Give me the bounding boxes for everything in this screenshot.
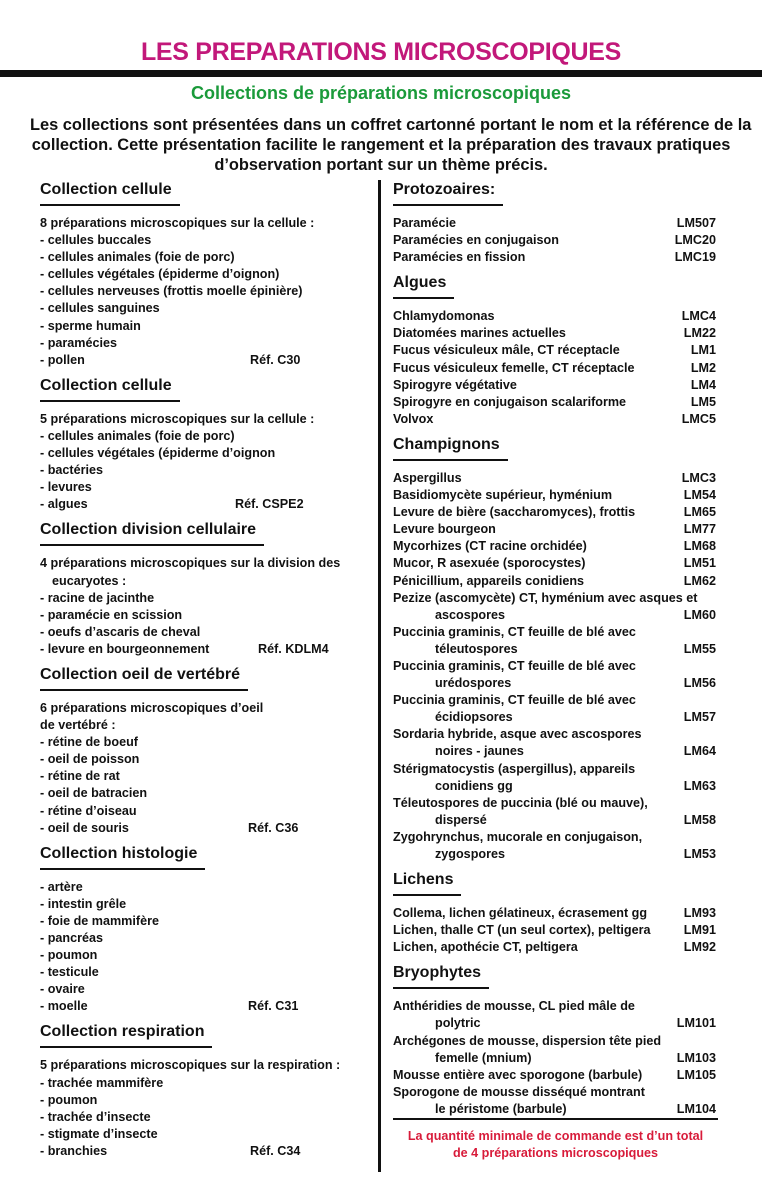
section-algues [393,274,728,428]
item-code: LM65 [683,505,716,520]
item-name: Stérigmatocystis (aspergillus), appareils [393,761,636,776]
item-name-cont: conidiens gg [435,778,513,793]
list-item: - rétine d’oiseau [40,803,137,818]
list-item [393,1084,728,1118]
list-item [393,325,728,342]
section-heading: Collection cellule [40,181,180,206]
item-name: Téleutospores de puccinia (blé ou mauve), [393,795,648,810]
item-name-cont: le péristome (barbule) [435,1101,567,1116]
item-code: LM63 [683,778,716,793]
list-item [393,922,728,939]
list-item: - cellules animales (foie de porc) [40,428,235,443]
item-code: LM55 [683,641,716,656]
list-item: - poumon [40,1092,98,1107]
collection-c30 [40,181,370,369]
item-name-cont: téleutospores [435,641,518,656]
item-name: Aspergillus [393,470,462,485]
list-item: - cellules animales (foie de porc) [40,250,235,265]
list-item [393,377,728,394]
column-divider [378,180,381,1172]
left-column [40,181,370,1168]
item-code: LM51 [683,556,716,571]
item-name-cont: dispersé [435,812,487,827]
list-item: - testicule [40,965,99,980]
section-heading: Bryophytes [393,964,489,989]
list-item [393,624,728,658]
item-name: Basidiomycète supérieur, hyménium [393,488,613,503]
list-item [393,905,728,922]
reference-code: Réf. C30 [250,352,301,367]
list-item [393,692,728,726]
item-name-cont: urédospores [435,676,512,691]
item-code: LM53 [683,847,716,861]
item-code: LM507 [676,216,716,230]
item-code: LM1 [690,343,716,358]
item-name-cont: femelle (mnium) [435,1050,532,1065]
item-code: LM64 [683,744,716,759]
item-code: LM91 [683,923,716,938]
item-name: Fucus vésiculeux mâle, CT réceptacle [393,343,620,358]
item-code: LM92 [683,940,716,955]
section-bryophytes [393,964,728,1118]
reference-code: Réf. C34 [250,1143,301,1158]
list-item: - cellules buccales [40,233,152,248]
item-name: Lichen, thalle CT (un seul cortex), peltigera [393,923,651,938]
reference-code: Réf. C36 [248,820,299,835]
intro-line: collection. Cette présentation facilite le rangement et la préparation des travaux pratiques [31,136,731,154]
list-item [393,555,728,572]
item-code: LMC19 [674,250,716,265]
item-name-cont: écidiopsores [435,710,513,725]
list-item: - artère [40,879,83,894]
collection-cspe2 [40,377,370,514]
title-divider [0,70,762,77]
reference-code: Réf. C31 [248,999,299,1014]
section-lichens [393,871,728,956]
list-item: - cellules végétales (épiderme d’oignon [40,446,276,461]
section-champignons [393,436,728,863]
list-item: - paramécie en scission [40,607,183,622]
list-item [393,360,728,377]
list-item: - algues [40,497,88,512]
item-code: LM5 [690,394,716,409]
item-name: Puccinia graminis, CT feuille de blé avec [393,693,636,708]
section-protozoaires [393,181,728,266]
list-item: - rétine de boeuf [40,735,138,750]
right-column [393,181,728,1126]
list-item: - poumon [40,948,98,963]
section-heading: Collection respiration [40,1023,212,1048]
item-code: LM62 [683,573,716,588]
item-name: Diatomées marines actuelles [393,326,566,341]
section-heading: Collection histologie [40,845,205,870]
collection-description: eucaryotes : [52,573,127,588]
item-code: LM105 [676,1067,716,1082]
list-item: - levure en bourgeonnement [40,641,210,656]
list-item: - intestin grêle [40,896,127,911]
item-name: Paramécie [393,216,457,230]
item-name: Levure de bière (saccharomyces), frottis [393,505,636,520]
list-item: - pancréas [40,931,103,945]
item-name: Sordaria hybride, asque avec ascospores [393,727,642,742]
list-item: - pollen [40,352,85,367]
item-name: Chlamydomonas [393,309,495,324]
reference-code: Réf. KDLM4 [258,641,329,656]
list-item [393,998,728,1032]
notice-line: de 4 préparations microscopiques [452,1146,659,1160]
list-item: - stigmate d’insecte [40,1126,158,1141]
list-item: - oeufs d’ascaris de cheval [40,624,201,639]
list-item: - moelle [40,999,88,1014]
list-item [393,939,728,956]
item-name: Pénicillium, appareils conidiens [393,573,585,588]
item-name: Puccinia graminis, CT feuille de blé avec [393,658,636,673]
item-name-cont: polytric [435,1016,481,1031]
list-item [393,590,728,624]
list-item [393,1067,728,1084]
intro-line: d’observation portant sur un thème précis. [214,156,548,174]
collection-description: 8 préparations microscopiques sur la cellule : [40,216,315,230]
list-item [393,795,728,829]
item-name-cont: ascospores [435,607,506,622]
item-name: Collema, lichen gélatineux, écrasement gg [393,906,648,921]
list-item: - sperme humain [40,318,141,333]
item-code: LM68 [683,539,716,554]
item-code: LM4 [690,377,716,392]
collection-description: 5 préparations microscopiques sur la cellule : [40,411,315,426]
item-name: Puccinia graminis, CT feuille de blé avec [393,624,636,639]
list-item [393,829,728,863]
list-item: - trachée mammifère [40,1075,164,1090]
list-item: - bactéries [40,463,103,478]
list-item [393,394,728,411]
list-item: - foie de mammifère [40,913,159,928]
list-item [393,470,728,487]
list-item: - branchies [40,1143,108,1158]
page-subtitle: Collections de préparations microscopiques [190,83,572,103]
item-code: LMC4 [681,309,716,324]
intro-paragraph [30,115,752,175]
item-code: LM60 [683,607,716,622]
list-item: - oeil de poisson [40,752,140,767]
collection-c36 [40,666,370,837]
item-code: LM77 [683,522,716,537]
list-item: - cellules sanguines [40,301,160,316]
item-name: Spirogyre végétative [393,377,517,392]
list-item [393,308,728,325]
section-heading: Champignons [393,436,508,461]
list-item: - oeil de souris [40,820,129,835]
list-item [393,411,728,428]
section-heading: Collection oeil de vertébré [40,666,248,691]
list-item: - ovaire [40,982,85,997]
list-item [393,504,728,521]
section-heading: Collection division cellulaire [40,521,264,546]
item-code: LMC5 [681,411,716,426]
notice-line: La quantité minimale de commande est d’un total [407,1129,704,1143]
section-heading: Collection cellule [40,377,180,402]
item-code: LM54 [683,488,716,503]
item-code: LM22 [683,326,716,341]
collection-description: de vertébré : [40,718,116,733]
item-code: LM56 [683,676,716,691]
list-item: - cellules nerveuses (frottis moelle épinière) [40,284,303,299]
minimum-order-notice [393,1118,718,1162]
list-item [393,538,728,555]
collection-c31 [40,845,370,1016]
item-code: LM101 [676,1016,716,1031]
list-item [393,1033,728,1067]
collection-description: 6 préparations microscopiques d’oeil [40,700,264,715]
item-name: Archégones de mousse, dispersion tête pied [393,1033,662,1048]
list-item: - levures [40,480,92,495]
list-item [393,761,728,795]
item-code: LM2 [690,360,716,375]
item-name: Levure bourgeon [393,522,496,537]
list-item: - cellules végétales (épiderme d’oignon) [40,267,280,282]
item-name: Lichen, apothécie CT, peltigera [393,940,578,955]
section-heading: Algues [393,274,454,299]
item-name: Mycorhizes (CT racine orchidée) [393,539,587,554]
item-code: LM93 [683,906,716,921]
list-item [393,215,728,232]
list-item: - rétine de rat [40,769,120,784]
reference-code: Réf. CSPE2 [235,497,304,512]
item-code: LM103 [676,1050,716,1065]
item-name: Mucor, R asexuée (sporocystes) [393,556,586,571]
list-item [393,232,728,249]
item-name: Sporogone de mousse disséqué montrant [393,1084,645,1099]
intro-line: Les collections sont présentées dans un coffret cartonné portant le nom et la référence de la [30,116,752,134]
item-code: LM57 [683,710,716,725]
collection-description: 4 préparations microscopiques sur la division des [40,556,341,571]
item-name: Pezize (ascomycète) CT, hyménium avec asques et [393,590,698,605]
list-item: - paramécies [40,335,118,350]
list-item [393,249,728,266]
item-name: Mousse entière avec sporogone (barbule) [393,1067,643,1082]
collection-c34 [40,1023,370,1160]
item-code: LM104 [676,1101,716,1116]
list-item: - oeil de batracien [40,786,148,801]
item-name: Volvox [393,411,434,426]
section-heading: Lichens [393,871,461,896]
item-name: Spirogyre en conjugaison scalariforme [393,394,627,409]
list-item: - trachée d’insecte [40,1109,151,1124]
item-name: Fucus vésiculeux femelle, CT réceptacle [393,360,635,375]
list-item [393,573,728,590]
item-code: LMC20 [674,233,716,248]
item-name-cont: noires - jaunes [435,744,524,759]
item-code: LMC3 [681,470,716,485]
item-name: Zygohrynchus, mucorale en conjugaison, [393,829,643,844]
list-item [393,726,728,760]
list-item [393,658,728,692]
item-code: LM58 [683,812,716,827]
list-item [393,521,728,538]
section-heading: Protozoaires: [393,181,503,206]
list-item [393,487,728,504]
item-name: Anthéridies de mousse, CL pied mâle de [393,999,635,1014]
collection-description: 5 préparations microscopiques sur la respiration : [40,1058,341,1073]
list-item: - racine de jacinthe [40,590,155,605]
item-name-cont: zygospores [435,847,505,861]
item-name: Paramécies en fission [393,250,526,265]
list-item [393,342,728,359]
page-title: LES PREPARATIONS MICROSCOPIQUES [140,38,622,66]
collection-kdlm4 [40,521,370,658]
item-name: Paramécies en conjugaison [393,233,559,248]
